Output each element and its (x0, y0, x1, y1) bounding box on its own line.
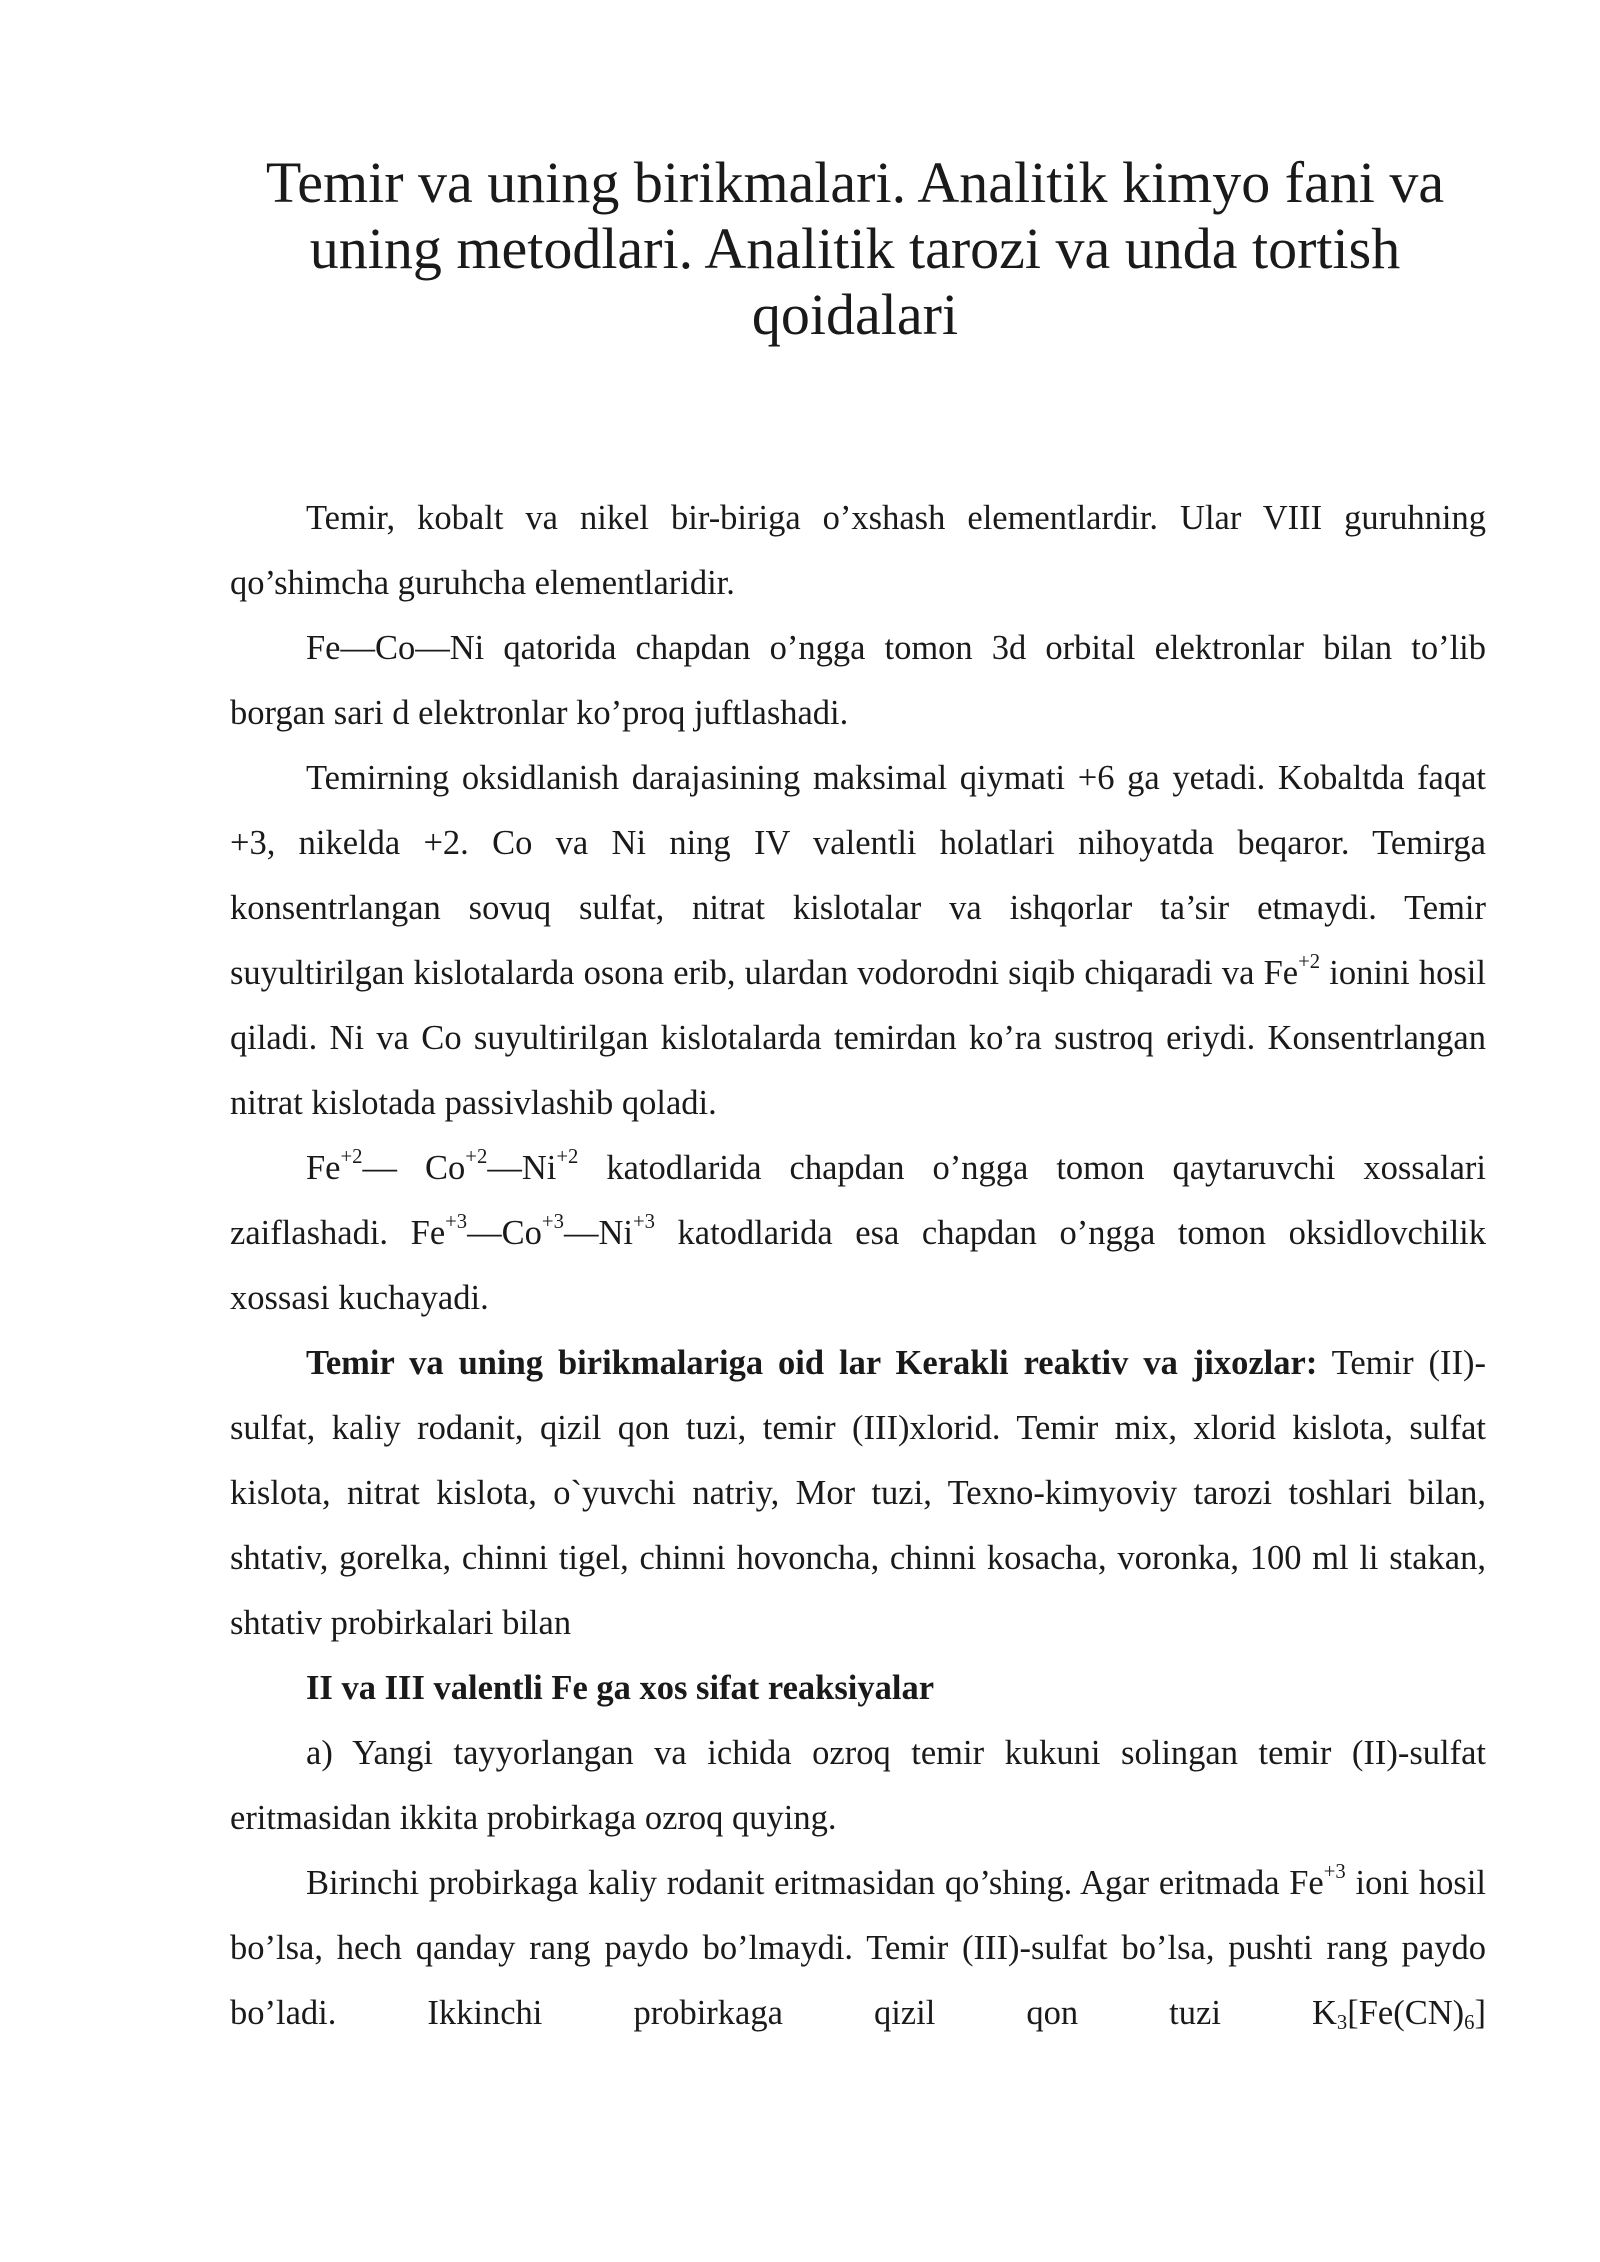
page-title (230, 150, 1480, 348)
title-line-1: Temir va uning birikmalari. Analitik kimyo fani va (265, 150, 1445, 215)
paragraph-step-a: a) Yangi tayyorlangan va ichida ozroq temir kukuni solingan temir (II)-sulfat eritmasidan ikkita probirkaga ozroq quying. (230, 1734, 1486, 1837)
paragraph-test-tubes: Birinchi probirkaga kaliy rodanit eritmasidan qo’shing. Agar eritmada $Fe^{+3}$ ioni hosil bo’lsa, hech qanday rang paydo bo’lmaydi. Temir (III)-sulfat bo’lsa, pushti rang paydo bo’ladi. Ikkinchi probirkaga qizil qon tuzi $K_3[Fe(CN)_6]$ (230, 1861, 1486, 2035)
title-line-3: qoidalari (751, 282, 959, 347)
paragraph-intro: Temir, kobalt va nikel bir-biriga o’xshash elementlardir. Ular VIII guruhning qo’shimcha guruhcha elementlaridir. (230, 499, 1486, 602)
paragraph-reagents: Temir va uning birikmalariga oid lar Kerakli reaktiv va jixozlar: Temir (II)-sulfat, kaliy rodanit, qizil qon tuzi, temir (III)xlorid. Temir mix, xlorid kislota, sulfat kislota, nitrat kislota, o`yuvchi natriy, Mor tuzi, Texno-kimyoviy tarozi toshlari bilan, shtativ, gorelka, chinni tigel, chinni hovoncha, chinni kosacha, voronka, 100 ml li stakan, shtativ probirkalari bilan (230, 1344, 1486, 1642)
paragraph-orbitals: Fe—Co—Ni qatorida chapdan o’ngga tomon 3d orbital elektronlar bilan to’lib borgan sari d elektronlar ko’proq juftlashadi. (230, 629, 1486, 732)
reagents-heading: Temir va uning birikmalariga oid lar Kerakli reaktiv va jixozlar: (306, 1344, 1318, 1382)
paragraph-oxidation: Temirning oksidlanish darajasining maksimal qiymati +6 ga yetadi. Kobaltda faqat +3, nikelda +2. Co va Ni ning IV valentli holatlari nihoyatda beqaror. Temirga konsentrlangan sovuq sulfat, nitrat kislotalar va ishqorlar ta’sir etmaydi. Temir suyultirilgan kislotalarda osona erib, ulardan vodorodni siqib chiqaradi va $Fe^{+2}$ ionini hosil qiladi. Ni va Co suyultirilgan kislotalarda temirdan ko’ra sustroq eriydi. Konsentrlangan nitrat kislotada passivlashib qoladi. (230, 759, 1486, 1122)
section-heading: II va III valentli Fe ga xos sifat reaksiyalar (306, 1669, 935, 1707)
title-line-2: uning metodlari. Analitik tarozi va unda tortish (309, 216, 1401, 281)
paragraph-cathodes: $Fe^{+2}—$ $Co^{+2}—Ni^{+2}$ katodlarida chapdan o’ngga tomon qaytaruvchi xossalari zaiflashadi. $Fe^{+3}—Co^{+3}—Ni^{+3}$ katodlarida esa chapdan o’ngga tomon oksidlovchilik xossasi kuchayadi. (230, 1146, 1487, 1317)
document-body (230, 486, 1486, 2046)
